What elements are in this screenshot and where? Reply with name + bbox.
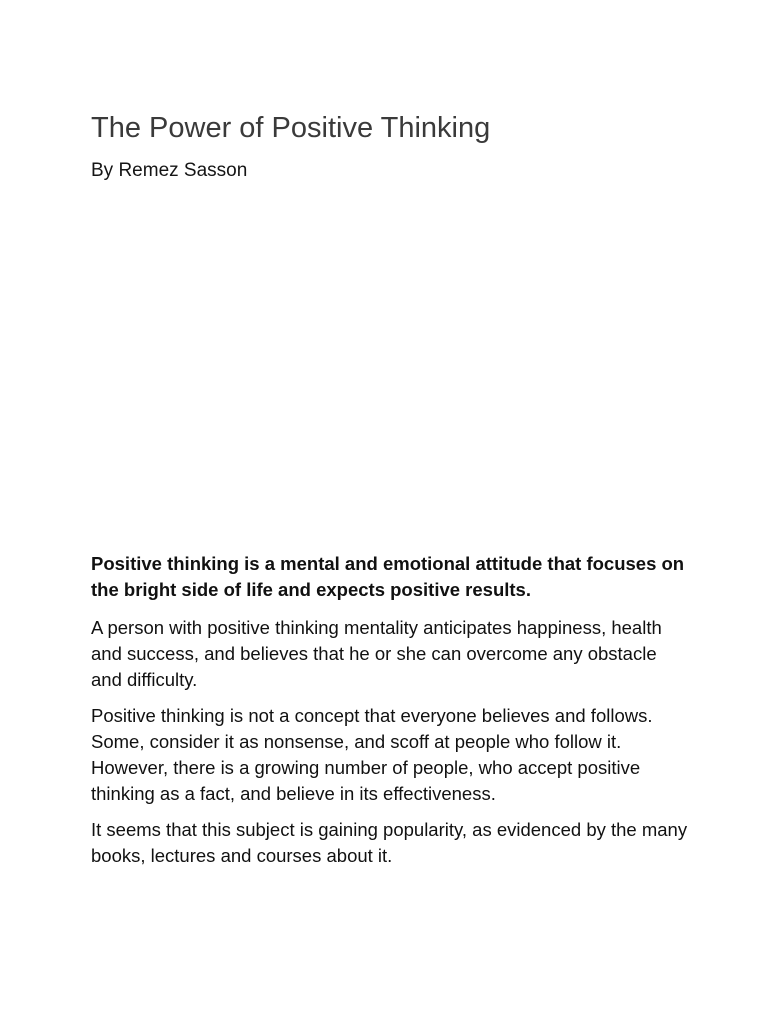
author-byline: By Remez Sasson bbox=[91, 160, 248, 181]
body-paragraph-1: A person with positive thinking mentality anticipates happiness, health and success, and believes that he or she can overcome any obstacle and difficulty. bbox=[91, 617, 662, 690]
lead-paragraph: Positive thinking is a mental and emotional attitude that focuses on the bright side of life and expects positive results. bbox=[91, 553, 685, 600]
article-body bbox=[91, 551, 691, 879]
document-title: The Power of Positive Thinking bbox=[91, 112, 491, 144]
body-paragraph-3: It seems that this subject is gaining popularity, as evidenced by the many books, lectures and courses about it. bbox=[91, 819, 688, 866]
body-paragraph-2: Positive thinking is not a concept that everyone believes and follows. Some, consider it as nonsense, and scoff at people who follow it. However, there is a growing number of people, who accept positive thinking as a fact, and believe in its effectiveness. bbox=[91, 705, 653, 804]
